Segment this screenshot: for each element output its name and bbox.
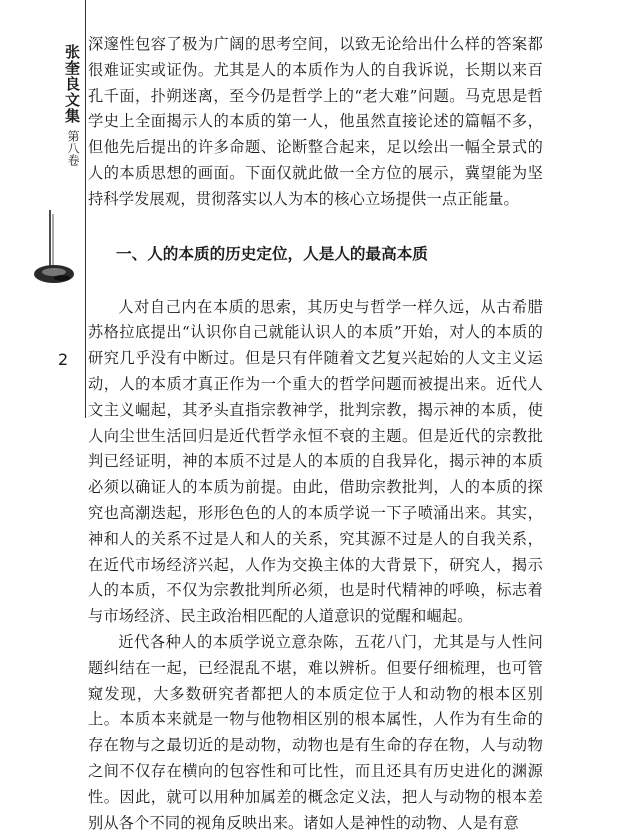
body-paragraph: 近代各种人的本质学说立意杂陈，五花八门，尤其是与人性问题纠结在一起，已经混乱不堪，难以辨析。但要仔细梳理，也可管窥发现，大多数研究者都把人的本质定位于人和动物的根本区别上。本质本来就是一物与他物相区别的根本属性，人作为有生命的存在物与之最切近的是动物，动物也是有生命的存在物，人与动物之间不仅存在横向的包容性和可比性，而且还具有历史进化的渊源性。因此，就可以用种加属差的概念定义法，把人与动物的根本差别从各个不同的视角反映出来。诸如人是神性的动物、人是有意 [88, 632, 543, 832]
body-paragraph: 人对自己内在本质的思索，其历史与哲学一样久远，从古希腊苏格拉底提出“认识你自己就能认识人的本质”开始，对人的本质的研究几乎没有中断过。但是只有伴随着文艺复兴起始的人文主义运动，人的本质才真正作为一个重大的哲学问题而被提出来。近代人文主义崛起，其矛头直指宗教神学，批判宗教，揭示神的本质，使人向尘世生活回归是近代哲学永恒不衰的主题。但是近代的宗教批判已经证明，神的本质不过是人的本质的自我异化，揭示神的本质必须以确证人的本质为前提。由此，借助宗教批判，人的本质的探究也高潮迭起，形形色色的人的本质学说一下子喷涌出来。其实，神和人的关系不过是人和人的关系，究其源不过是人的自我关系，在近代市场经济兴起，人作为交换主体的大背景下，研究人，揭示人的本质，不仅为宗教批判所必须，也是时代精神的呼唤，标志着与市场经济、民主政治相匹配的人道意识的觉醒和崛起。 [88, 297, 543, 626]
section-heading: 一、人的本质的历史定位，人是人的最高本质 [116, 244, 428, 263]
page-number: 2 [58, 350, 69, 369]
page-body [88, 32, 543, 836]
intro-paragraph: 深邃性包容了极为广阔的思考空间，以致无论给出什么样的答案都很难证实或证伪。尤其是人的本质作为人的自我诉说，长期以来百孔千面，扑朔迷离，至今仍是哲学上的“老大难”问题。马克思是哲学史上全面揭示人的本质的第一人，他虽然直接论述的篇幅不多，但他先后提出的许多命题、论断整合起来，足以绘出一幅全景式的人的本质思想的画面。下面仅就此做一全方位的展示，冀望能为坚持科学发展观，贯彻落实以人为本的核心立场提供一点正能量。 [88, 35, 543, 208]
series-title: 张奎良文集 [63, 44, 81, 124]
volume-label: 第八卷 [66, 130, 80, 166]
sidebar-rule [85, 0, 86, 418]
sidebar [0, 0, 86, 836]
brush-inkstone-icon [30, 208, 82, 292]
